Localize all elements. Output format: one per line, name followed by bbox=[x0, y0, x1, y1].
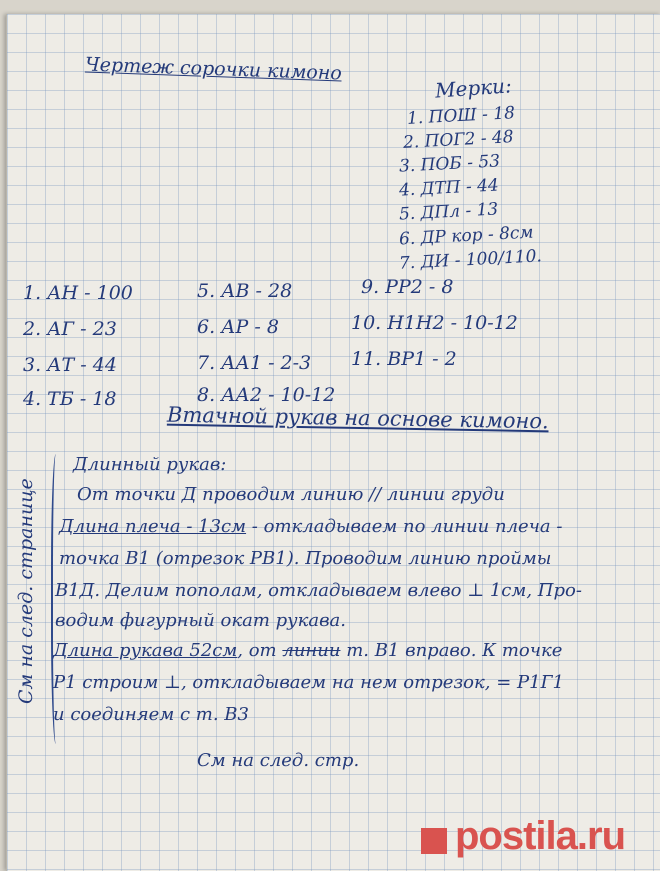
measurements-heading: Мерки: bbox=[434, 73, 513, 103]
segment-item: 9. РР2 - 8 bbox=[361, 276, 454, 298]
segment-item: 7. АА1 - 2-3 bbox=[197, 352, 312, 374]
text-fragment: , от bbox=[237, 640, 283, 661]
text-line: и соединяем с т. В3 bbox=[53, 704, 249, 725]
side-note: См на след. странице bbox=[15, 478, 37, 704]
text-line: См на след. стр. bbox=[197, 750, 360, 771]
measurement-item: 3. ПОБ - 53 bbox=[398, 151, 501, 177]
segment-item: 6. АР - 8 bbox=[197, 316, 279, 338]
text-line: водим фигурный окат рукава. bbox=[55, 610, 347, 631]
watermark-logo-icon bbox=[421, 828, 447, 854]
measurement-item: 7. ДИ - 100/110. bbox=[398, 246, 543, 274]
notebook-page bbox=[6, 14, 660, 871]
segment-item: 8. АА2 - 10-12 bbox=[197, 384, 336, 406]
text-line: Длинный рукав: bbox=[73, 454, 227, 475]
section-subtitle: Втачной рукав на основе кимоно. bbox=[166, 402, 549, 434]
segment-item: 4. ТБ - 18 bbox=[23, 388, 117, 410]
text-fragment: Длина плеча - 13см bbox=[59, 516, 247, 537]
page-title: Чертеж сорочки кимоно bbox=[84, 53, 343, 85]
text-line: Р1 строим ⊥, откладываем на нем отрезок, = Р1Г1 bbox=[53, 672, 564, 693]
measurement-item: 1. ПОШ - 18 bbox=[406, 103, 516, 129]
segment-item: 11. ВР1 - 2 bbox=[351, 348, 457, 370]
segment-item: 3. АТ - 44 bbox=[23, 354, 117, 376]
measurement-item: 6. ДР кор - 8см bbox=[398, 222, 534, 250]
segment-item: 1. АН - 100 bbox=[23, 282, 133, 304]
text-line bbox=[53, 640, 562, 661]
text-fragment: линии bbox=[282, 640, 341, 661]
measurement-item: 2. ПОГ2 - 48 bbox=[402, 127, 515, 153]
text-line bbox=[59, 516, 562, 537]
segment-item: 5. АВ - 28 bbox=[197, 280, 293, 302]
text-line: В1Д. Делим пополам, откладываем влево ⊥ 1см, Про- bbox=[55, 580, 582, 601]
measurement-item: 4. ДТП - 44 bbox=[398, 175, 500, 201]
text-line: точка В1 (отрезок РВ1). Проводим линию проймы bbox=[59, 548, 552, 569]
measurement-item: 5. ДПл - 13 bbox=[398, 199, 499, 225]
text-fragment: Длина рукава 52см bbox=[53, 640, 238, 661]
text-fragment: - откладываем по линии плеча - bbox=[246, 516, 563, 537]
text-line: От точки Д проводим линию // линии груди bbox=[77, 484, 505, 505]
segment-item: 10. Н1Н2 - 10-12 bbox=[351, 312, 518, 334]
text-fragment: т. В1 вправо. К точке bbox=[340, 640, 563, 661]
segment-item: 2. АГ - 23 bbox=[23, 318, 117, 340]
watermark: postila.ru bbox=[455, 814, 626, 858]
